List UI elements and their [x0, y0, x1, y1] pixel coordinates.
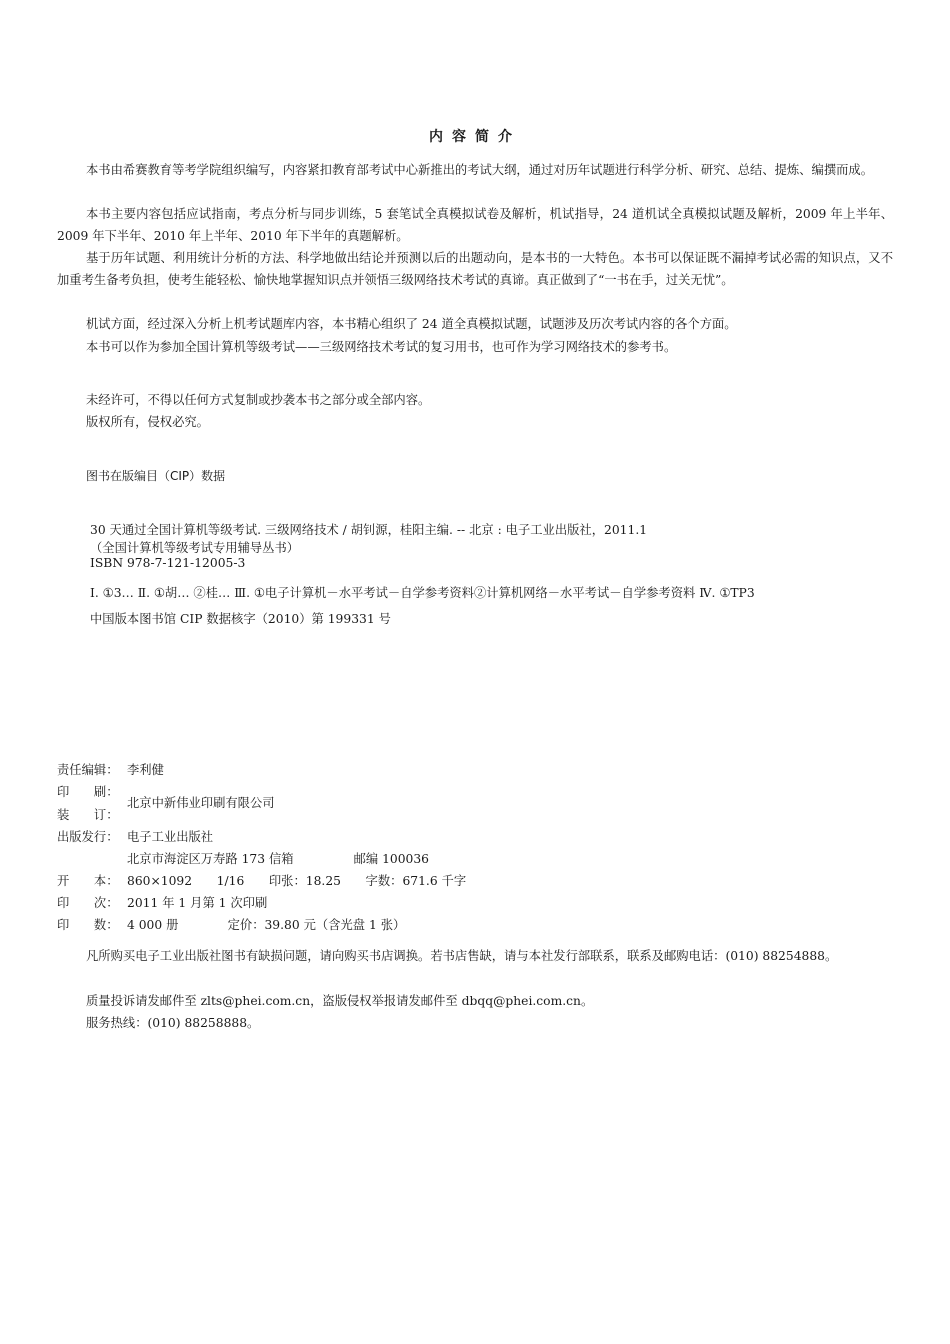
publisher-address [127, 849, 429, 871]
cip-heading: 图书在版编目（CIP）数据 [86, 469, 226, 483]
service-hotline: 服务热线：(010) 88258888。 [86, 1016, 260, 1030]
cip-classification: Ⅰ. ①3… Ⅱ. ①胡… ②桂… Ⅲ. ①电子计算机－水平考试－自学参考资料②计算机网络－水平考试－自学参考资料 Ⅳ. ①TP3 [90, 586, 755, 600]
purchase-notice: 凡所购买电子工业出版社图书有缺损问题，请向购买书店调换。若书店售缺，请与本社发行部联系，联系及邮购电话：(010) 88254888。 [86, 949, 838, 963]
credit-editor [57, 760, 164, 782]
printer-name: 北京中新伟业印刷有限公司 [127, 796, 275, 810]
copies-value: 4 000 册 定价：39.80 元（含光盘 1 张） [127, 918, 406, 932]
intro-paragraph-1: 本书由希赛教育等考学院组织编写，内容紧扣教育部考试中心新推出的考试大纲，通过对历年试题进行科学分析、研究、总结、提炼、编撰而成。 [86, 163, 874, 177]
edition-value: 2011 年 1 月第 1 次印刷 [127, 896, 268, 910]
cip-series-line: （全国计算机等级考试专用辅导丛书） [90, 541, 300, 555]
credit-edition [57, 893, 267, 915]
intro-paragraph-4: 机试方面，经过深入分析上机考试题库内容，本书精心组织了 24 道全真模拟试题，试题涉及历次考试内容的各个方面。 [86, 317, 737, 331]
bind-label: 装 订： [57, 808, 119, 822]
credit-publisher [57, 827, 213, 849]
cip-library-number: 中国版本图书馆 CIP 数据核字（2010）第 199331 号 [90, 612, 391, 626]
format-value: 860×1092 1/16 印张：18.25 字数：671.6 千字 [127, 874, 467, 888]
format-label: 开 本： [57, 874, 119, 888]
rights-reserved: 版权所有，侵权必究。 [86, 415, 209, 429]
page-title: 内容简介 [429, 129, 521, 145]
address: 北京市海淀区万寿路 173 信箱 [127, 852, 294, 866]
intro-paragraph-3: 基于历年试题、利用统计分析的方法、科学地做出结论并预测以后的出题动向，是本书的一大特色。本书可以保证既不漏掉考试必需的知识点，又不加重考生备考负担，使考生能轻松、愉快地掌握知识点并领悟三级网络技术考试的真谛。真正做到了“一书在手，过关无忧”。 [57, 251, 893, 287]
copyright-notice: 未经许可，不得以任何方式复制或抄袭本书之部分或全部内容。 [86, 393, 431, 407]
print-label: 印 刷： [57, 785, 119, 799]
editor-name: 李利健 [127, 763, 164, 777]
intro-paragraph-2: 本书主要内容包括应试指南，考点分析与同步训练，5 套笔试全真模拟试卷及解析，机试指导，24 道机试全真模拟试题及解析，2009 年上半年、2009 年下半年、2010 年上半年、2010 年下半年的真题解析。 [57, 207, 893, 243]
editor-label: 责任编辑： [57, 763, 119, 777]
credit-format [57, 871, 466, 893]
cip-isbn: ISBN 978-7-121-12005-3 [90, 556, 246, 570]
credit-copies [57, 915, 405, 937]
publisher-name: 电子工业出版社 [127, 830, 214, 844]
postcode: 邮编 100036 [353, 852, 430, 866]
complaint-notice: 质量投诉请发邮件至 zlts@phei.com.cn，盗版侵权举报请发邮件至 dbqq@phei.com.cn。 [86, 994, 594, 1008]
publisher-label: 出版发行： [57, 830, 119, 844]
intro-paragraph-5: 本书可以作为参加全国计算机等级考试——三级网络技术考试的复习用书，也可作为学习网络技术的参考书。 [86, 340, 677, 354]
copies-label: 印 数： [57, 918, 119, 932]
edition-label: 印 次： [57, 896, 119, 910]
cip-title-line: 30 天通过全国计算机等级考试. 三级网络技术 / 胡钊源，桂阳主编. -- 北京 : 电子工业出版社，2011.1 [90, 523, 648, 537]
